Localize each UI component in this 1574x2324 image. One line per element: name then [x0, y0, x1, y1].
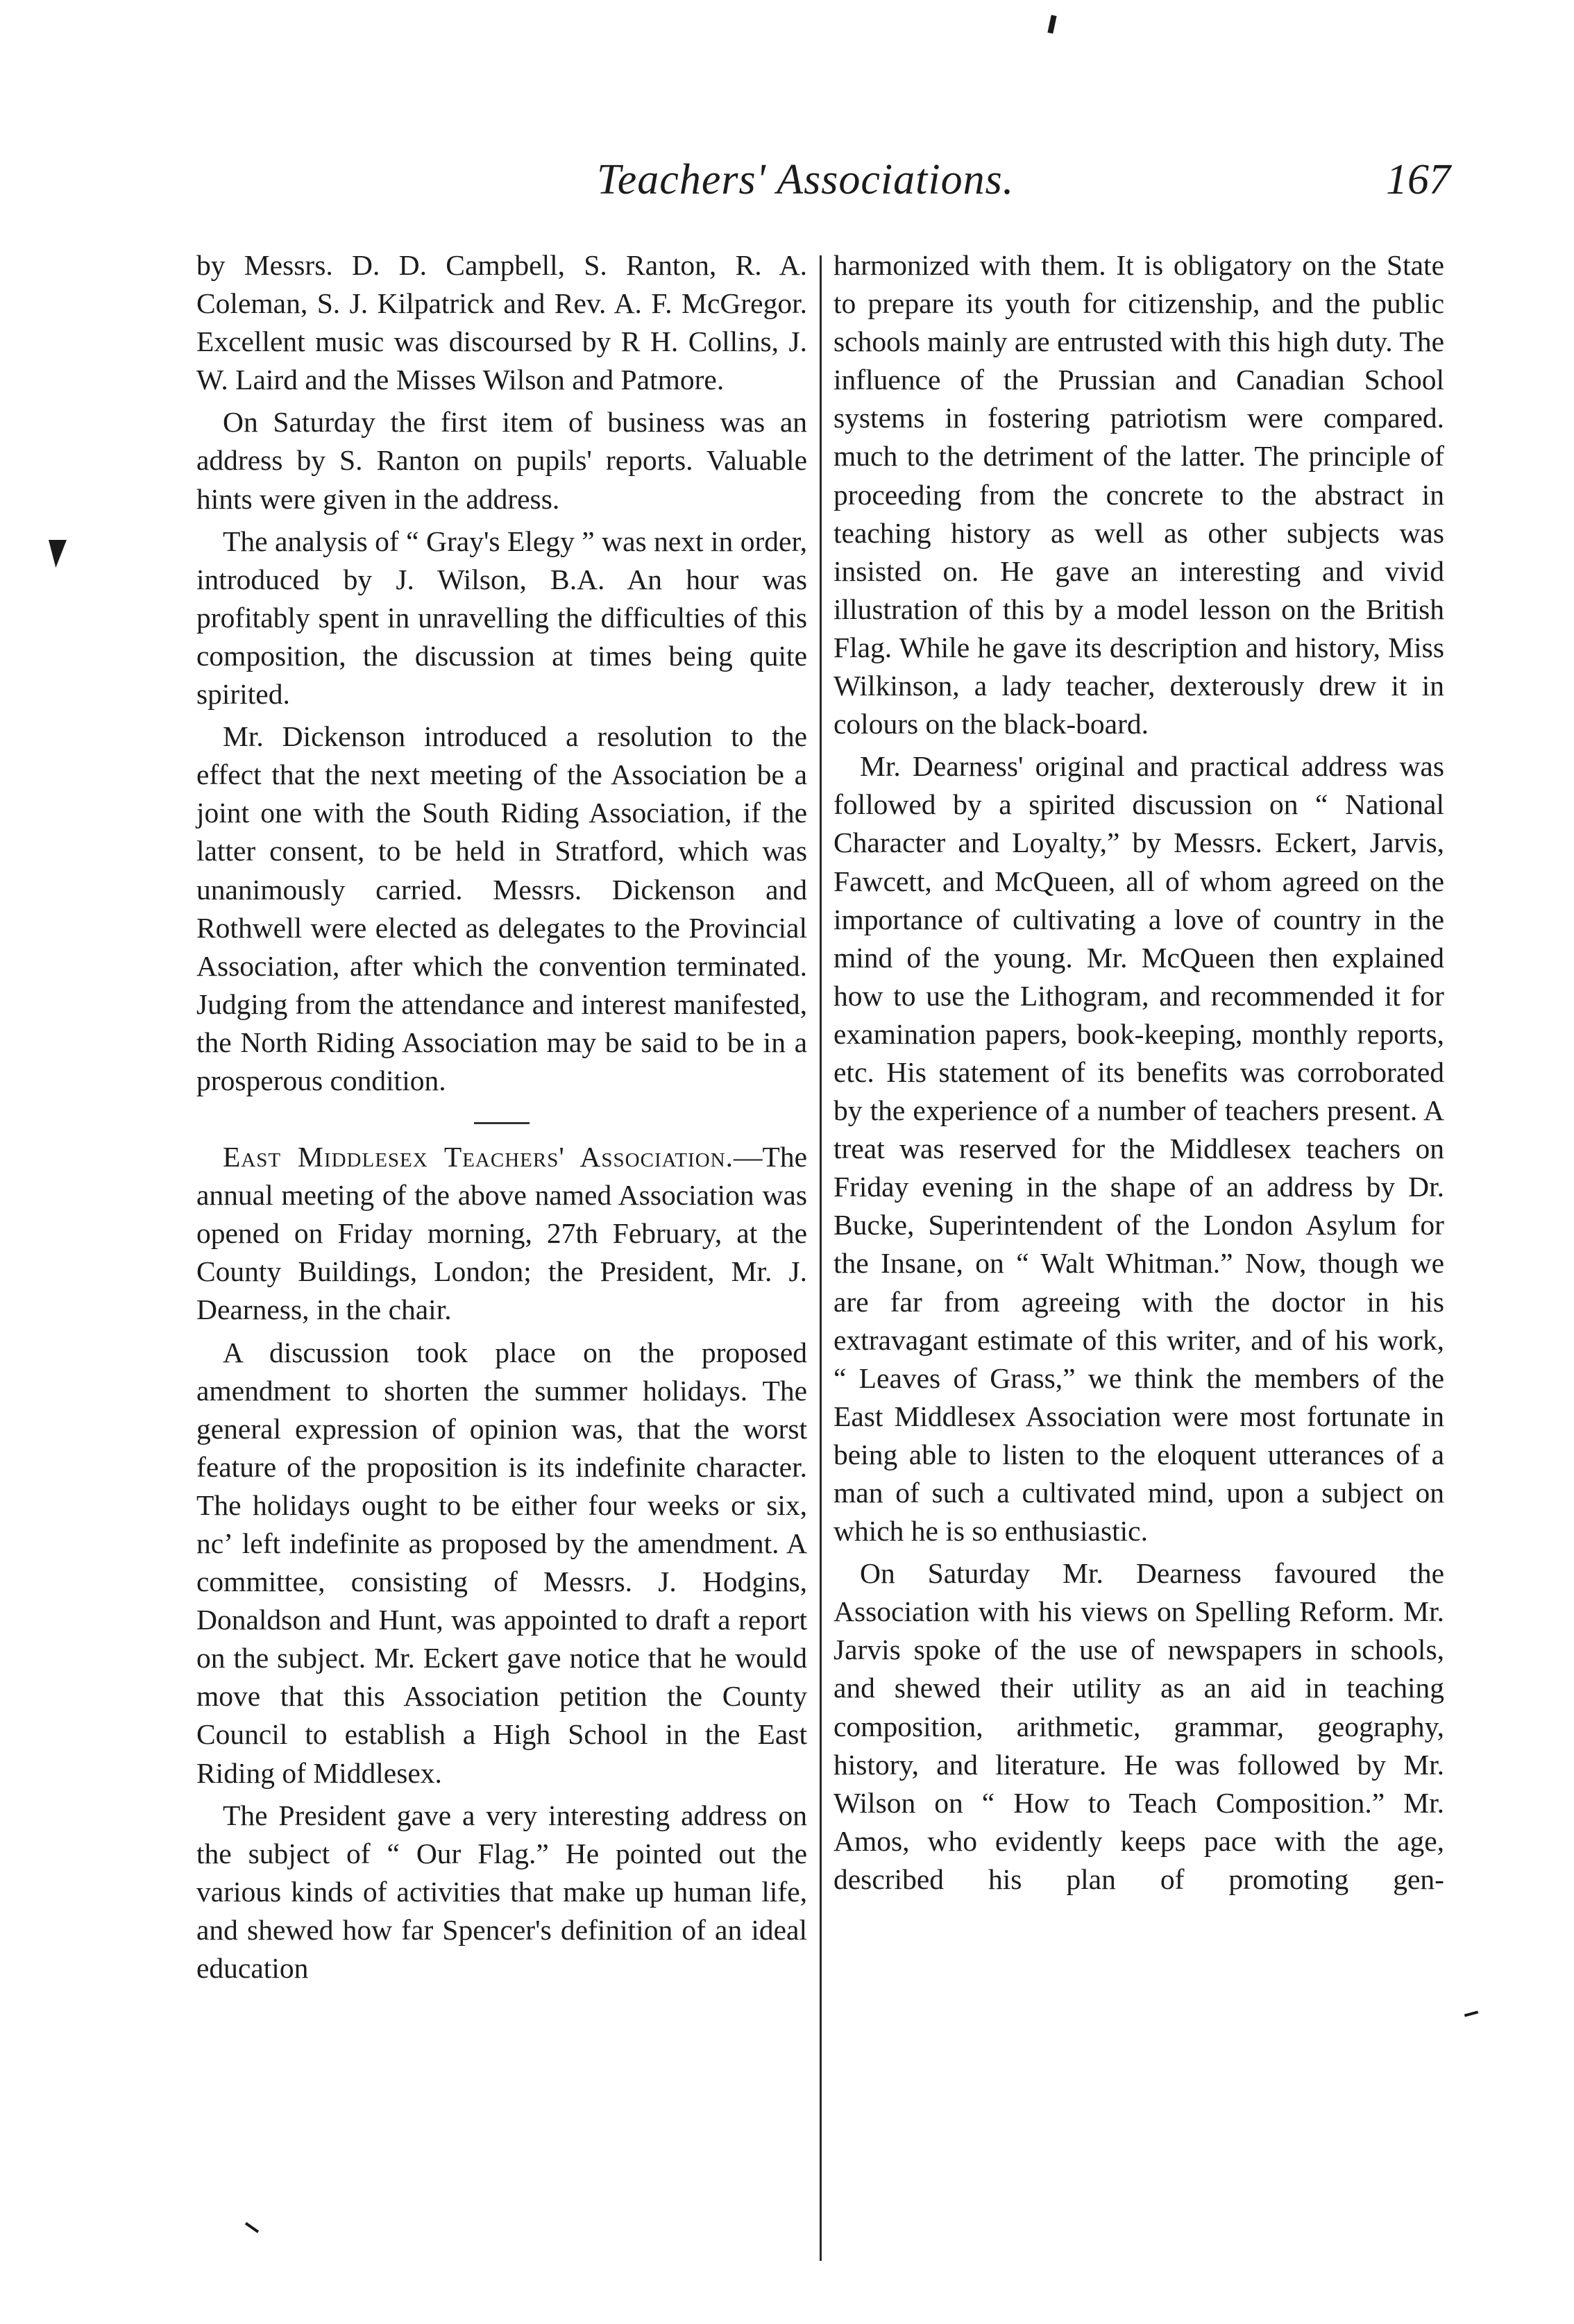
column-rule [820, 255, 822, 2261]
paragraph: Mr. Dearness' original and practical address was followed by a spirited discussion on “ National Character and Loyalty,” by Messrs. Eckert, Jarvis, Fawcett, and McQueen, all of whom agreed on the importance of cultivating a love of country in the mind of the young. Mr. McQueen then explained how to use the Lithogram, and recommended it for examination papers, book-keeping, monthly reports, etc. His statement of its benefits was corroborated by the experience of a number of teachers present. A treat was reserved for the Middlesex teachers on Friday evening in the shape of an address by Dr. Bucke, Superintendent of the London Asylum for the Insane, on “ Walt Whitman.” Now, though we are far from agreeing with the doctor in his extravagant estimate of this writer, and of his work, “ Leaves of Grass,” we think the members of the East Middlesex Association were most fortunate in being able to listen to the eloquent utterances of a man of such a cultivated mind, upon a subject on which he is so enthusiastic. [833, 750, 1444, 1547]
left-column [196, 246, 807, 1987]
paragraph: harmonized with them. It is obligatory on the State to prepare its youth for citizenship, and the public schools mainly are entrusted with this high duty. The influence of the Prussian and Canadian School systems in fostering patriotism were compared. much to the detriment of the latter. The principle of proceeding from the concrete to the abstract in teaching history as well as other subjects was insisted on. He gave an interesting and vivid illustration of this by a model lesson on the British Flag. While he gave its description and history, Miss Wilkinson, a lady teacher, dexterously drew it in colours on the black-board. [833, 249, 1444, 740]
paragraph: On Saturday Mr. Dearness favoured the Association with his views on Spelling Reform. Mr. Jarvis spoke of the use of newspapers in schools, and shewed their utility as an aid in teaching composition, arithmetic, grammar, geography, history, and literature. He was followed by Mr. Wilson on “ How to Teach Composition.” Mr. Amos, who evidently keeps pace with the age, described his plan of promoting gen- [833, 1557, 1444, 1895]
section-opening-text: —The annual meeting of the above named Association was opened on Friday morning, 27th February, at the County Buildings, London; the President, Mr. J. Dearness, in the chair. [196, 1141, 807, 1326]
section-opening-paragraph [196, 1138, 807, 1329]
running-header [201, 155, 1450, 211]
ink-speck-bottom [245, 2222, 259, 2233]
paragraph: The analysis of “ Gray's Elegy ” was next in order, introduced by J. Wilson, B.A. An hour was profitably spent in unravelling the difficulties of this composition, the discussion at times being quite spirited. [196, 525, 807, 711]
running-title: Teachers' Associations. [597, 156, 1015, 203]
paragraph: A discussion took place on the proposed amendment to shorten the summer holidays. The general expression of opinion was, that the worst feature of the proposition is its indefinite character. The holidays ought to be either four weeks or six, ncʼ left indefinite as proposed by the amendment. A committee, consisting of Messrs. J. Hodgins, Donaldson and Hunt, was appointed to draft a report on the subject. Mr. Eckert gave notice that he would move that this Association petition the County Council to establish a High School in the East Riding of Middlesex. [196, 1336, 807, 1789]
right-column [833, 246, 1444, 1899]
ink-speck-top [1047, 15, 1056, 33]
section-separator [474, 1122, 530, 1124]
paragraph: The President gave a very interesting address on the subject of “ Our Flag.” He pointed out the various kinds of activities that make up human life, and shewed how far Spencer's definition of an ideal education [196, 1799, 807, 1985]
paragraph: Mr. Dickenson introduced a resolution to the effect that the next meeting of the Association be a joint one with the South Riding Association, if the latter consent, to be held in Stratford, which was unanimously carried. Messrs. Dickenson and Rothwell were elected as delegates to the Provincial Association, after which the convention terminated. Judging from the attendance and interest manifested, the North Riding Association may be said to be in a prosperous condition. [196, 720, 807, 1096]
paragraph: On Saturday the first item of business was an address by S. Ranton on pupils' reports. Valuable hints were given in the address. [196, 406, 807, 515]
ink-speck-right [1464, 2010, 1478, 2017]
ink-speck-margin [49, 540, 67, 568]
section-heading: East Middlesex Teachers' Association. [223, 1141, 734, 1173]
page-number: 167 [1386, 156, 1450, 203]
paragraph: by Messrs. D. D. Campbell, S. Ranton, R. A. Coleman, S. J. Kilpatrick and Rev. A. F. McGregor. Excellent music was discoursed by R H. Collins, J. W. Laird and the Misses Wilson and Patmore. [196, 249, 807, 396]
